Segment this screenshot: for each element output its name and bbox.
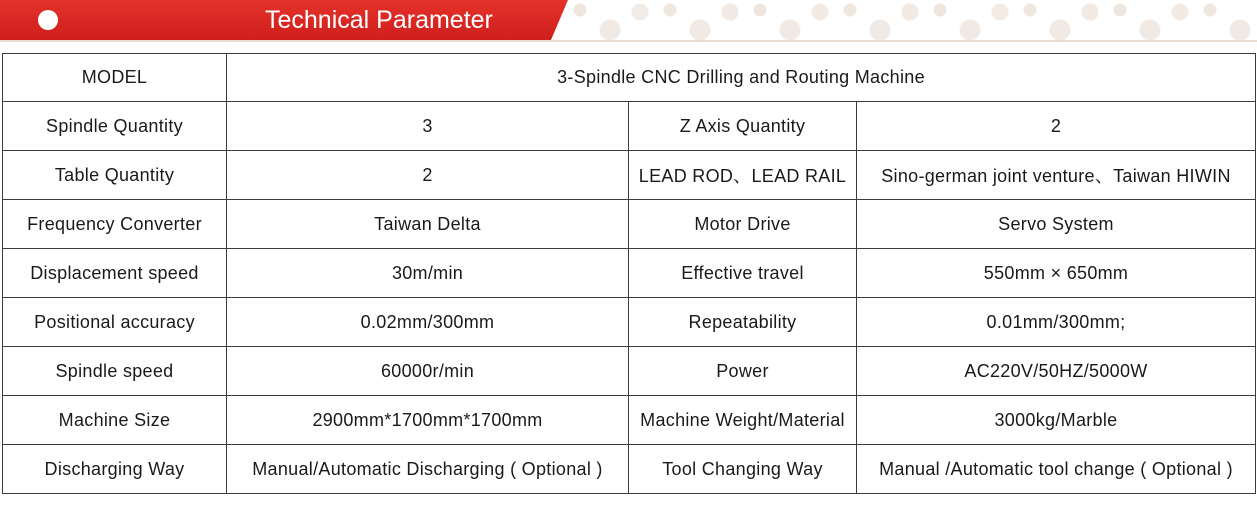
param-label: Machine Weight/Material (629, 396, 857, 445)
param-value: AC220V/50HZ/5000W (857, 347, 1256, 396)
param-value: 2 (857, 102, 1256, 151)
table-row (3, 249, 1256, 298)
table-row (3, 298, 1256, 347)
table-row-model (3, 54, 1256, 102)
table-row (3, 200, 1256, 249)
table-row (3, 347, 1256, 396)
param-label: Tool Changing Way (629, 445, 857, 494)
param-value: Manual/Automatic Discharging ( Optional ) (227, 445, 629, 494)
param-label: Discharging Way (3, 445, 227, 494)
param-value: Sino-german joint venture、Taiwan HIWIN (857, 151, 1256, 200)
param-value: 0.02mm/300mm (227, 298, 629, 347)
param-label: LEAD ROD、LEAD RAIL (629, 151, 857, 200)
param-value: 3 (227, 102, 629, 151)
table-row (3, 151, 1256, 200)
section-title: Technical Parameter (265, 6, 493, 34)
param-label: Machine Size (3, 396, 227, 445)
model-value: 3-Spindle CNC Drilling and Routing Machine (227, 54, 1256, 102)
param-label: Displacement speed (3, 249, 227, 298)
param-label: Z Axis Quantity (629, 102, 857, 151)
param-value: 60000r/min (227, 347, 629, 396)
param-label: Table Quantity (3, 151, 227, 200)
param-label: Repeatability (629, 298, 857, 347)
table-row (3, 102, 1256, 151)
param-label: Spindle speed (3, 347, 227, 396)
param-label: Power (629, 347, 857, 396)
bullet-icon (38, 10, 58, 30)
header-divider (0, 40, 1257, 42)
param-value: Manual /Automatic tool change ( Optional ) (857, 445, 1256, 494)
param-label: Positional accuracy (3, 298, 227, 347)
param-label: Frequency Converter (3, 200, 227, 249)
param-value: 30m/min (227, 249, 629, 298)
section-header (0, 0, 1257, 46)
technical-parameter-table (2, 53, 1256, 494)
param-value: 2900mm*1700mm*1700mm (227, 396, 629, 445)
param-label: Spindle Quantity (3, 102, 227, 151)
param-label: Effective travel (629, 249, 857, 298)
table-row (3, 396, 1256, 445)
param-value: 550mm × 650mm (857, 249, 1256, 298)
param-value: Taiwan Delta (227, 200, 629, 249)
param-value: Servo System (857, 200, 1256, 249)
model-label: MODEL (3, 54, 227, 102)
table-row (3, 445, 1256, 494)
param-value: 0.01mm/300mm; (857, 298, 1256, 347)
param-value: 3000kg/Marble (857, 396, 1256, 445)
param-value: 2 (227, 151, 629, 200)
param-label: Motor Drive (629, 200, 857, 249)
